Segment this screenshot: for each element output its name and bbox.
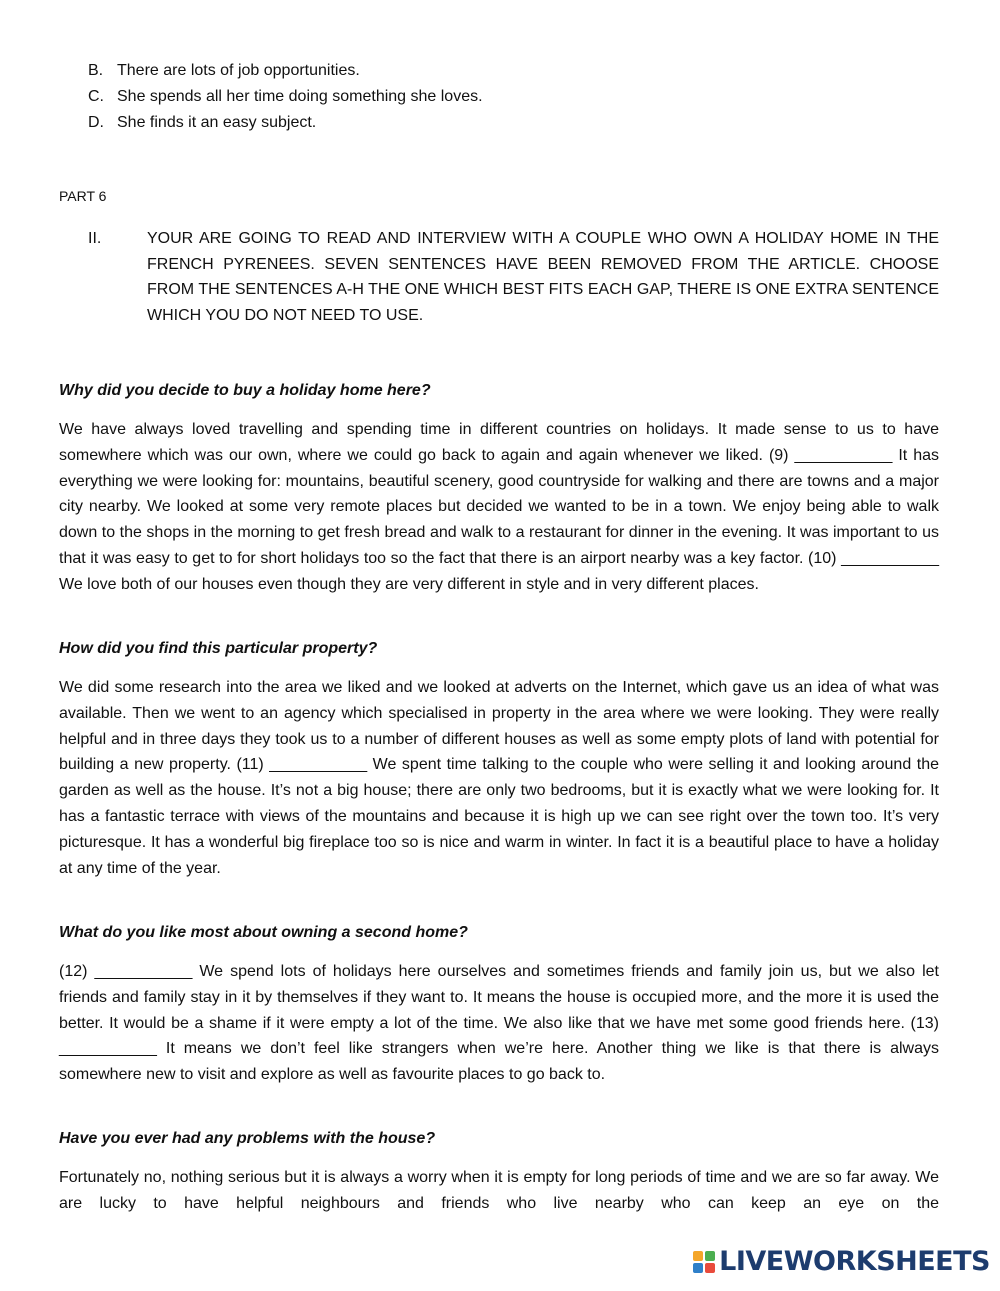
instruction-text: YOUR ARE GOING TO READ AND INTERVIEW WITH A COUPLE WHO OWN A HOLIDAY HOME IN THE FRENCH PYRENEES. SEVEN SENTENCES HAVE BEEN REMOVED FROM THE ARTICLE. CHOOSE FROM THE SENTENCES A-H THE ONE WHICH BEST FITS EACH GAP, THERE IS ONE EXTRA SENTENCE WHICH YOU DO NOT NEED TO USE. [147, 230, 939, 325]
answer-paragraph: We have always loved travelling and spending time in different countries on holidays. It made sense to us to have somewhere which was our own, where we could go back to again and again whenever we liked. (9) ___________ It has everything we were looking for: mountains, beautiful scenery, good countryside for walking and there are towns and a major city nearby. We looked at some very remote places but decided we wanted to be in a town. We enjoy being able to walk down to the shops in the morning to get fresh bread and walk to a restaurant for dinner in the evening. It was important to us that it was easy to get to for short holidays too so the fact that there is an airport nearby was a key factor. (10) ___________ We love both of our houses even though they are very different in style and in very different places. [59, 421, 939, 593]
logo-text: LIVEWORKSHEETS [719, 1246, 990, 1277]
option-text: She finds it an easy subject. [117, 114, 317, 131]
answer-paragraph: We did some research into the area we liked and we looked at adverts on the Internet, which gave us an idea of what was available. Then we went to an agency which specialised in property in the area where we were looking. They were really helpful and in three days they took us to a number of different houses as well as some empty plots of land with potential for building a new property. (11) ___________ We spent time talking to the couple who were selling it and looking around the garden as well as the house. It’s not a big house; there are only two bedrooms, but it is exactly what we were looking for. It has a fantastic terrace with views of the mountains and because it is high up we can see right over the town too. It’s very picturesque. It has a wonderful big fireplace too so is nice and warm in winter. In fact it is a beautiful place to have a holiday at any time of the year. [59, 679, 939, 877]
option-d [88, 110, 316, 136]
option-text: There are lots of job opportunities. [117, 62, 360, 79]
logo-square [693, 1263, 703, 1273]
answer-paragraph: (12) ___________ We spend lots of holidays here ourselves and sometimes friends and family join us, but we also let friends and family stay in it by themselves if they want to. It means the house is occupied more, and the more it is used the better. It would be a shame if it were empty a lot of the time. We also like that we have met some good friends here. (13) ___________ It means we don’t feel like strangers when we’re here. Another thing we like is that there is always somewhere new to visit and explore as well as favourite places to go back to. [59, 963, 939, 1084]
logo-square [705, 1251, 715, 1261]
option-c [88, 84, 483, 110]
option-letter: B. [88, 62, 104, 79]
question-heading: What do you like most about owning a second home? [59, 924, 468, 941]
option-letter: C. [88, 88, 104, 105]
question-heading: Have you ever had any problems with the house? [59, 1130, 436, 1147]
question-heading: How did you find this particular property? [59, 640, 378, 657]
part-label: PART 6 [59, 188, 107, 204]
option-letter: D. [88, 114, 104, 131]
liveworksheets-logo [693, 1246, 990, 1277]
question-heading: Why did you decide to buy a holiday home here? [59, 382, 431, 399]
option-b [88, 58, 360, 84]
answer-paragraph: Fortunately no, nothing serious but it is always a worry when it is empty for long periods of time and we are so far away. We are lucky to have helpful neighbours and friends who live nearby who can keep an eye on the [59, 1169, 939, 1212]
logo-mark-icon [693, 1251, 715, 1273]
instruction-number: II. [88, 230, 102, 247]
logo-square [693, 1251, 703, 1261]
option-text: She spends all her time doing something she loves. [117, 88, 483, 105]
logo-square [705, 1263, 715, 1273]
